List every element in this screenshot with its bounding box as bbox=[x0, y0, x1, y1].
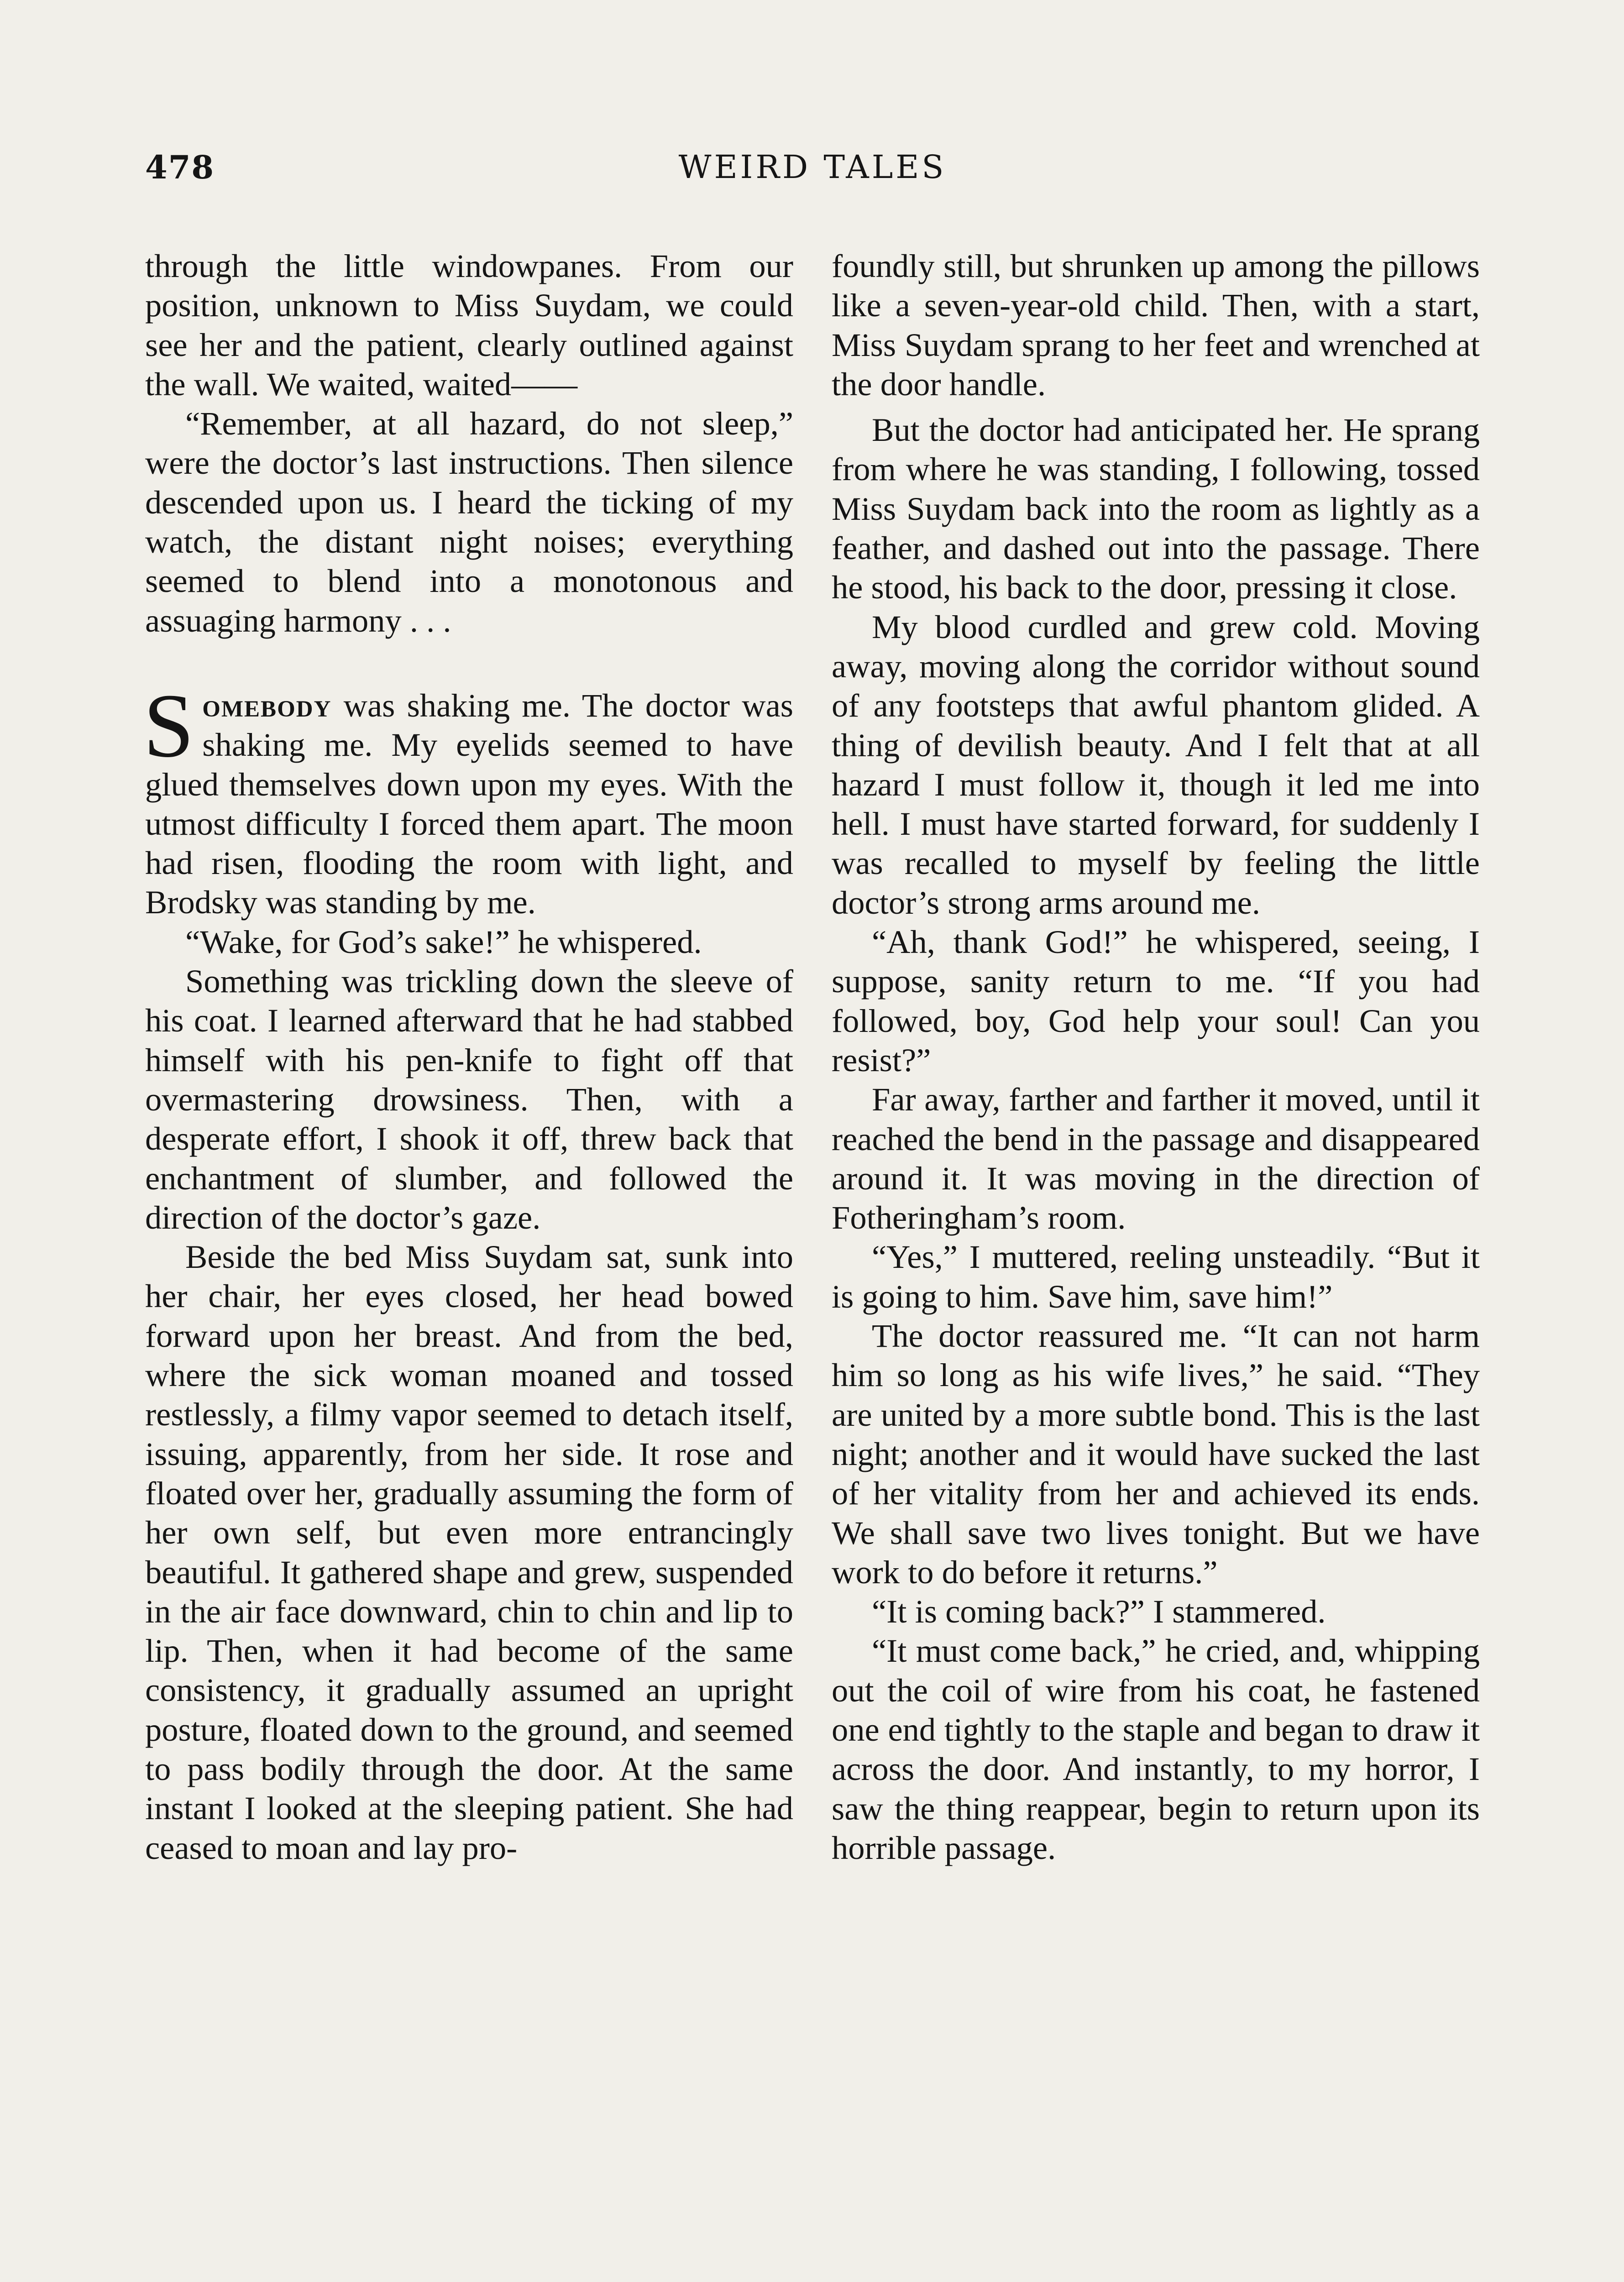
paragraph: “Ah, thank God!” he whispered, seeing, I suppose, sanity return to me. “If you had followed, boy, God help your soul! Can you resist?” bbox=[832, 923, 1480, 1078]
paragraph: “It must come back,” he cried, and, whipping out the coil of wire from his coat, he fastened one end tightly to the staple and began to draw it across the door. And instantly, to my horror, I saw the thing reappear, begin to return upon its horrible passage. bbox=[832, 1632, 1480, 1866]
paragraph: But the doctor had anticipated her. He sprang from where he was standing, I following, tossed Miss Suydam back into the room as lightly as a feather, and dashed out into the passage. There he stood, his back to the door, pressing it close. bbox=[832, 411, 1480, 606]
paragraph: “It is coming back?” I stammered. bbox=[872, 1593, 1326, 1630]
small-caps-lead: omebody bbox=[202, 686, 332, 724]
page-header bbox=[145, 148, 1480, 199]
paragraph: Beside the bed Miss Suydam sat, sunk into her chair, her eyes closed, her head bowed forward upon her breast. And from the bed, where the sick woman moaned and tossed restlessly, a filmy vapor seemed to detach itself, issuing, apparently, from her side. It rose and floated over her, gradually assuming the form of her own self, but even more entrancingly beautiful. It gathered shape and grew, suspended in the air face downward, chin to chin and lip to lip. Then, when it had become of the same consistency, it gradually assumed an upright posture, floated down to the ground, and seemed to pass bodily through the door. At the same instant I looked at the sleeping patient. She had ceased to moan and lay pro- bbox=[145, 1238, 793, 1866]
paragraph: The doctor reassured me. “It can not harm him so long as his wife lives,” he said. “They are united by a more subtle bond. This is the last night; another and it would have sucked the last of her vitality from her and achieved its ends. We shall save two lives tonight. But we have work to do before it returns.” bbox=[832, 1317, 1480, 1591]
paragraph: through the little windowpanes. From our position, unknown to Miss Suydam, we could see her and the patient, clearly outlined against the wall. We waited, waited—— bbox=[145, 247, 793, 403]
running-title: WEIRD TALES bbox=[678, 148, 947, 186]
left-column bbox=[145, 246, 793, 1868]
paragraph: “Remember, at all hazard, do not sleep,” were the doctor’s last instructions. Then silence descended upon us. I heard the ticking of my watch, the distant night noises; everything seemed to blend into a monotonous and assuaging harmony . . . bbox=[145, 405, 793, 639]
drop-cap: S bbox=[143, 675, 194, 776]
paragraph: My blood curdled and grew cold. Moving away, moving along the corridor without sound of any footsteps that awful phantom glided. A thing of devilish beauty. And I felt that at all hazard I must follow it, though it led me into hell. I must have started forward, for suddenly I was recalled to myself by feeling the little doctor’s strong arms around me. bbox=[832, 608, 1480, 921]
right-column bbox=[832, 246, 1480, 1868]
paragraph: “Wake, for God’s sake!” he whispered. bbox=[185, 923, 702, 960]
paragraph-text: was shaking me. The doctor was shaking me. My eyelids seemed to have glued themselves down upon my eyes. With the utmost difficulty I forced them apart. The moon had risen, flooding the room with light, and Brodsky was standing by me. bbox=[145, 686, 793, 921]
paragraph: foundly still, but shrunken up among the pillows like a seven-year-old child. Then, with a start, Miss Suydam sprang to her feet and wrenched at the door handle. bbox=[832, 247, 1480, 403]
page-number: 478 bbox=[145, 148, 215, 186]
paragraph: “Yes,” I muttered, reeling unsteadily. “But it is going to him. Save him, save him!” bbox=[832, 1238, 1480, 1315]
section-opening-paragraph bbox=[143, 675, 793, 922]
paragraph: Something was trickling down the sleeve of his coat. I learned afterward that he had stabbed himself with his pen-knife to fight off that overmastering drowsiness. Then, with a desperate effort, I shook it off, threw back that enchantment of slumber, and followed the direction of the doctor’s gaze. bbox=[145, 963, 793, 1236]
paragraph: Far away, farther and farther it moved, until it reached the bend in the passage and disappeared around it. It was moving in the direction of Fotheringham’s room. bbox=[832, 1081, 1480, 1236]
